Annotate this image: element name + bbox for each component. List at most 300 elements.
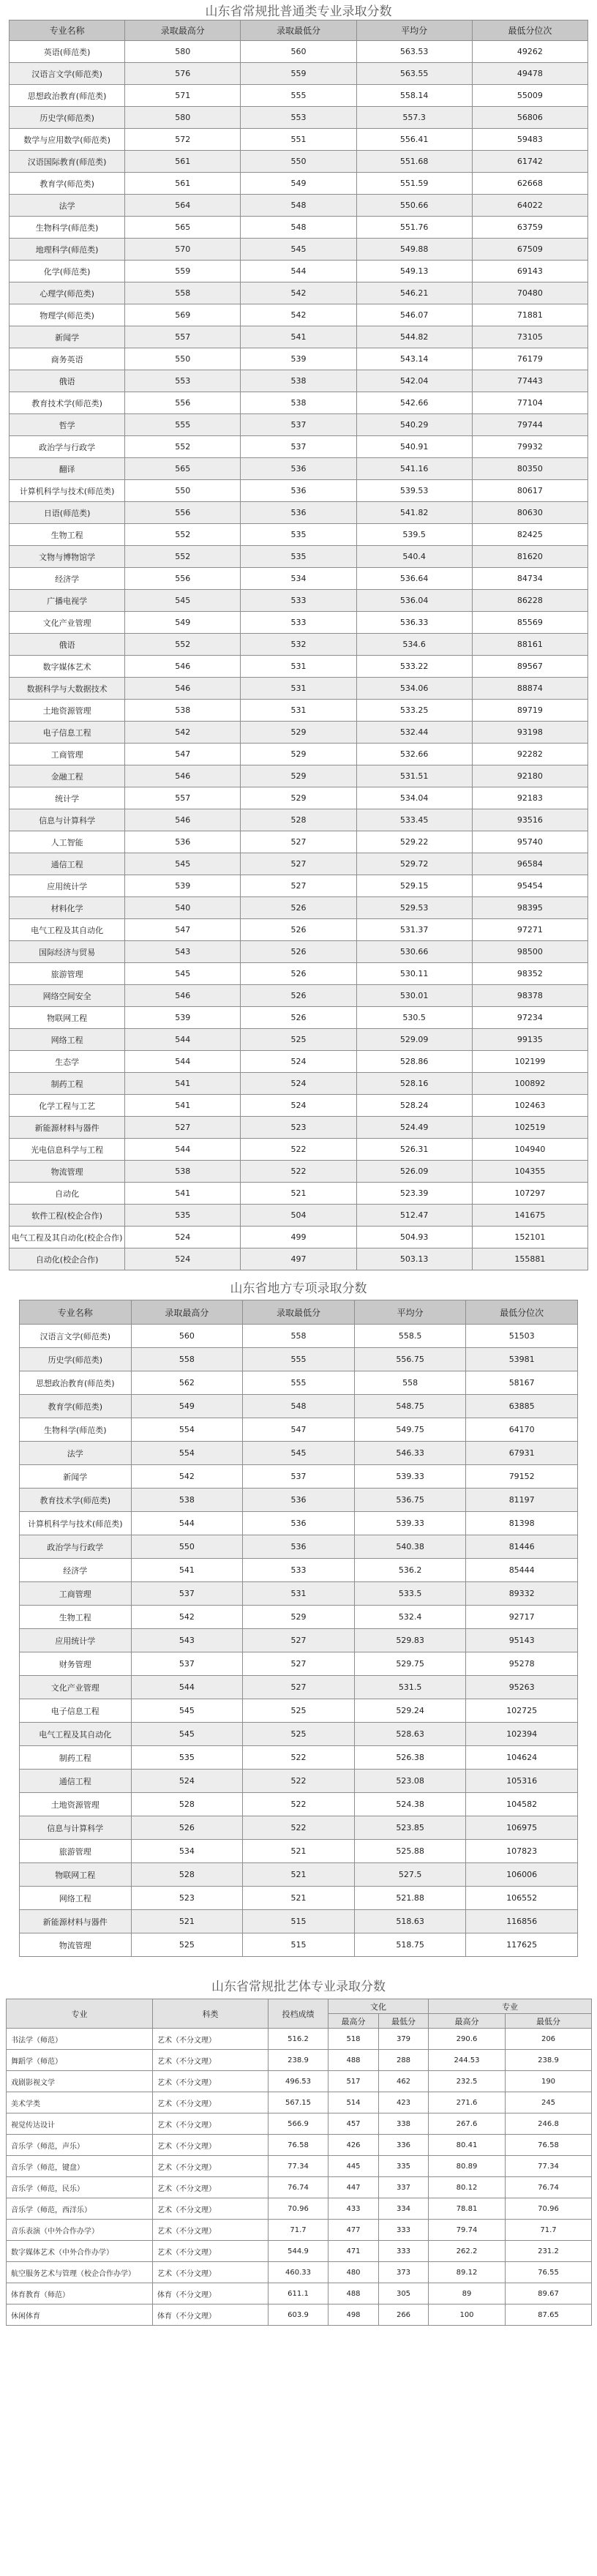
table-cell: 土地资源管理	[10, 700, 125, 722]
table-cell: 79932	[472, 436, 587, 458]
art-sports-score-table	[6, 1999, 592, 2326]
table-cell: 102463	[472, 1095, 587, 1117]
table-cell: 89.12	[429, 2262, 506, 2283]
table-row	[10, 1117, 588, 1139]
table-row	[10, 919, 588, 941]
table-cell: 523.85	[354, 1816, 466, 1840]
table-cell: 498	[328, 2304, 379, 2326]
table-row	[10, 458, 588, 480]
table-cell: 529	[241, 722, 356, 744]
table-cell: 应用统计学	[10, 875, 125, 897]
table-cell: 539.53	[356, 480, 472, 502]
table-cell: 网络空间安全	[10, 985, 125, 1007]
table-cell: 555	[125, 414, 241, 436]
table-cell: 521	[243, 1840, 355, 1863]
table-cell: 俄语	[10, 634, 125, 656]
table-row	[10, 370, 588, 392]
table-cell: 历史学(师范类)	[10, 107, 125, 129]
table-row	[10, 875, 588, 897]
table-cell: 536.33	[356, 612, 472, 634]
table-cell: 460.33	[269, 2262, 328, 2283]
table-row	[10, 1007, 588, 1029]
table-cell: 518	[328, 2029, 379, 2050]
table-cell: 232.5	[429, 2071, 506, 2092]
table-cell: 522	[243, 1770, 355, 1793]
table-cell: 休闲体育	[7, 2304, 153, 2326]
table-cell: 104582	[466, 1793, 578, 1816]
table-cell: 525	[243, 1723, 355, 1746]
table-row	[20, 1770, 578, 1793]
table-cell: 525	[241, 1029, 356, 1051]
table-cell: 521	[243, 1887, 355, 1910]
table-row	[10, 897, 588, 919]
table-cell: 570	[125, 239, 241, 261]
table-cell: 576	[125, 63, 241, 85]
table-cell: 应用统计学	[20, 1629, 132, 1652]
table-cell: 艺术（不分文理）	[153, 2177, 269, 2198]
table-cell: 521	[243, 1863, 355, 1887]
table-cell: 51503	[466, 1325, 578, 1348]
table-row	[20, 1746, 578, 1770]
table-cell: 航空服务艺术与管理（校企合作办学）	[7, 2262, 153, 2283]
table-row	[7, 2220, 592, 2241]
table-cell: 556.75	[354, 1348, 466, 1371]
table-cell: 59483	[472, 129, 587, 151]
table-cell: 553	[125, 370, 241, 392]
table-row	[20, 1676, 578, 1699]
table-row	[20, 1887, 578, 1910]
table-cell: 思想政治教育(师范类)	[20, 1371, 132, 1395]
table-cell: 533.45	[356, 809, 472, 831]
table-cell: 536	[243, 1489, 355, 1512]
table-cell: 533	[241, 590, 356, 612]
table-cell: 545	[241, 239, 356, 261]
table-cell: 新闻学	[20, 1465, 132, 1489]
table-cell: 107297	[472, 1183, 587, 1205]
table-cell: 71881	[472, 304, 587, 326]
table-row	[10, 414, 588, 436]
table-cell: 558.14	[356, 85, 472, 107]
table-row	[20, 1465, 578, 1489]
table-row	[7, 2029, 592, 2050]
table-cell: 体育（不分文理）	[153, 2304, 269, 2326]
table-cell: 67509	[472, 239, 587, 261]
table-cell: 522	[241, 1139, 356, 1161]
table-cell: 603.9	[269, 2304, 328, 2326]
table-cell: 499	[241, 1227, 356, 1248]
table-row	[10, 107, 588, 129]
table-cell: 538	[241, 392, 356, 414]
table-row	[10, 502, 588, 524]
table-cell: 515	[243, 1933, 355, 1957]
table-cell: 79744	[472, 414, 587, 436]
table-cell: 480	[328, 2262, 379, 2283]
table-cell: 526	[241, 985, 356, 1007]
table-row	[10, 787, 588, 809]
table-cell: 56806	[472, 107, 587, 129]
table-cell: 549.13	[356, 261, 472, 282]
table-cell: 539	[125, 875, 241, 897]
table-cell: 545	[131, 1723, 243, 1746]
table-cell: 527	[125, 1117, 241, 1139]
table-cell: 531	[241, 656, 356, 678]
table-row	[7, 2071, 592, 2092]
table-cell: 文化产业管理	[10, 612, 125, 634]
table-cell: 生物工程	[20, 1606, 132, 1629]
table-cell: 525	[131, 1933, 243, 1957]
table-cell: 541	[125, 1095, 241, 1117]
table-row	[10, 239, 588, 261]
table-cell: 530.66	[356, 941, 472, 963]
table-cell: 556	[125, 568, 241, 590]
header-professional-max: 最高分	[429, 2014, 506, 2029]
table-cell: 551.76	[356, 217, 472, 239]
table-cell: 经济学	[20, 1559, 132, 1582]
table-cell: 564	[125, 195, 241, 217]
table-cell: 546	[125, 656, 241, 678]
table-row	[7, 2177, 592, 2198]
table-cell: 560	[241, 41, 356, 63]
table-row	[20, 1723, 578, 1746]
table-cell: 汉语言文学(师范类)	[10, 63, 125, 85]
table-cell: 529	[241, 744, 356, 765]
table-cell: 76.55	[506, 2262, 592, 2283]
table-row	[20, 1559, 578, 1582]
table-cell: 艺术（不分文理）	[153, 2050, 269, 2071]
table-cell: 530.11	[356, 963, 472, 985]
column-header: 最低分位次	[472, 20, 587, 41]
table-row	[20, 1348, 578, 1371]
table-cell: 563.53	[356, 41, 472, 63]
table-cell: 549	[131, 1395, 243, 1418]
column-header: 平均分	[354, 1300, 466, 1325]
table-cell: 529.09	[356, 1029, 472, 1051]
table-cell: 92717	[466, 1606, 578, 1629]
table-cell: 心理学(师范类)	[10, 282, 125, 304]
table-cell: 材料化学	[10, 897, 125, 919]
table-cell: 539.33	[354, 1512, 466, 1535]
table-cell: 电子信息工程	[10, 722, 125, 744]
table-cell: 611.1	[269, 2283, 328, 2304]
table-cell: 556.41	[356, 129, 472, 151]
table-cell: 529.24	[354, 1699, 466, 1723]
table-cell: 527	[243, 1629, 355, 1652]
table-cell: 法学	[10, 195, 125, 217]
column-header: 录取最低分	[243, 1300, 355, 1325]
table-row	[7, 2262, 592, 2283]
table-cell: 102725	[466, 1699, 578, 1723]
table-cell: 化学(师范类)	[10, 261, 125, 282]
table-cell: 540.38	[354, 1535, 466, 1559]
table-cell: 81446	[466, 1535, 578, 1559]
table-cell: 538	[125, 700, 241, 722]
table-cell: 81620	[472, 546, 587, 568]
table-cell: 544	[125, 1029, 241, 1051]
table-cell: 536	[243, 1512, 355, 1535]
table-row	[20, 1535, 578, 1559]
table-cell: 546	[125, 985, 241, 1007]
table-cell: 79152	[466, 1465, 578, 1489]
table-cell: 336	[379, 2135, 429, 2156]
table-cell: 532.44	[356, 722, 472, 744]
table-cell: 99135	[472, 1029, 587, 1051]
table-cell: 70.96	[506, 2198, 592, 2220]
table-cell: 物流管理	[10, 1161, 125, 1183]
table-cell: 528.86	[356, 1051, 472, 1073]
table-cell: 63759	[472, 217, 587, 239]
table-cell: 新闻学	[10, 326, 125, 348]
table-cell: 512.47	[356, 1205, 472, 1227]
table-cell: 373	[379, 2262, 429, 2283]
table-cell: 533.5	[354, 1582, 466, 1606]
table-cell: 533	[243, 1559, 355, 1582]
table-cell: 97234	[472, 1007, 587, 1029]
table-cell: 238.9	[269, 2050, 328, 2071]
table-cell: 艺术（不分文理）	[153, 2071, 269, 2092]
table-cell: 542	[131, 1606, 243, 1629]
table-cell: 自动化(校企合作)	[10, 1248, 125, 1270]
table-cell: 542	[241, 304, 356, 326]
table-cell: 544	[241, 261, 356, 282]
table-cell: 531	[241, 678, 356, 700]
table-cell: 560	[131, 1325, 243, 1348]
general-score-table	[9, 20, 588, 1270]
header-culture-min: 最低分	[379, 2014, 429, 2029]
table-cell: 503.13	[356, 1248, 472, 1270]
table-cell: 524	[125, 1227, 241, 1248]
table-cell: 81197	[466, 1489, 578, 1512]
table-cell: 524.38	[354, 1793, 466, 1816]
table-cell: 77.34	[506, 2156, 592, 2177]
table-cell: 98352	[472, 963, 587, 985]
table-row	[20, 1629, 578, 1652]
header-culture-max: 最高分	[328, 2014, 379, 2029]
table-cell: 89567	[472, 656, 587, 678]
table-cell: 546.07	[356, 304, 472, 326]
table-cell: 85569	[472, 612, 587, 634]
table-row	[10, 304, 588, 326]
table-cell: 书法学（师范）	[7, 2029, 153, 2050]
table-cell: 548	[243, 1395, 355, 1418]
table-cell: 55009	[472, 85, 587, 107]
table-cell: 98378	[472, 985, 587, 1007]
table-cell: 政治学与行政学	[10, 436, 125, 458]
table-cell: 538	[125, 1161, 241, 1183]
table-cell: 541	[125, 1183, 241, 1205]
table-header-row	[7, 1999, 592, 2014]
table-cell: 数字媒体艺术（中外合作办学）	[7, 2241, 153, 2262]
table-cell: 462	[379, 2071, 429, 2092]
table-cell: 76.74	[269, 2177, 328, 2198]
table-cell: 231.2	[506, 2241, 592, 2262]
table-row	[10, 326, 588, 348]
table-cell: 477	[328, 2220, 379, 2241]
table-cell: 521	[241, 1183, 356, 1205]
table-cell: 572	[125, 129, 241, 151]
table-cell: 政治学与行政学	[20, 1535, 132, 1559]
table-row	[10, 700, 588, 722]
table-cell: 80630	[472, 502, 587, 524]
table-cell: 文化产业管理	[20, 1676, 132, 1699]
table-cell: 528	[131, 1793, 243, 1816]
table-cell: 536.04	[356, 590, 472, 612]
table-row	[20, 1933, 578, 1957]
table-cell: 288	[379, 2050, 429, 2071]
table-cell: 529	[241, 787, 356, 809]
table-cell: 537	[243, 1465, 355, 1489]
table-cell: 522	[243, 1746, 355, 1770]
table-cell: 337	[379, 2177, 429, 2198]
table-cell: 549.88	[356, 239, 472, 261]
table-cell: 49262	[472, 41, 587, 63]
table-cell: 76.74	[506, 2177, 592, 2198]
table-cell: 530.01	[356, 985, 472, 1007]
table-cell: 555	[243, 1371, 355, 1395]
table-header-row	[10, 20, 588, 41]
table-cell: 79.74	[429, 2220, 506, 2241]
table-cell: 78.81	[429, 2198, 506, 2220]
table-cell: 445	[328, 2156, 379, 2177]
table-cell: 290.6	[429, 2029, 506, 2050]
column-header: 最低分位次	[466, 1300, 578, 1325]
table-row	[7, 2050, 592, 2071]
table-cell: 国际经济与贸易	[10, 941, 125, 963]
table-cell: 536	[243, 1535, 355, 1559]
column-header: 录取最高分	[131, 1300, 243, 1325]
column-header: 平均分	[356, 20, 472, 41]
table-cell: 536	[125, 831, 241, 853]
table-cell: 530.5	[356, 1007, 472, 1029]
table-cell: 528.24	[356, 1095, 472, 1117]
table-row	[10, 634, 588, 656]
table-cell: 518.75	[354, 1933, 466, 1957]
table-cell: 559	[241, 63, 356, 85]
table-cell: 95740	[472, 831, 587, 853]
table-cell: 53981	[466, 1348, 578, 1371]
table-cell: 566.9	[269, 2113, 328, 2135]
table-row	[20, 1606, 578, 1629]
table-cell: 电气工程及其自动化(校企合作)	[10, 1227, 125, 1248]
table-cell: 537	[241, 414, 356, 436]
table-row	[10, 392, 588, 414]
table-cell: 534.04	[356, 787, 472, 809]
table-row	[10, 722, 588, 744]
table-cell: 526	[241, 919, 356, 941]
table-cell: 535	[241, 546, 356, 568]
table-cell: 80.12	[429, 2177, 506, 2198]
table-cell: 524	[241, 1051, 356, 1073]
table-cell: 426	[328, 2135, 379, 2156]
table-cell: 63885	[466, 1395, 578, 1418]
table-cell: 物流管理	[20, 1933, 132, 1957]
table-cell: 335	[379, 2156, 429, 2177]
table-cell: 534	[241, 568, 356, 590]
table-cell: 61742	[472, 151, 587, 173]
table-cell: 物联网工程	[10, 1007, 125, 1029]
table-cell: 527	[241, 875, 356, 897]
table-row	[10, 173, 588, 195]
table-cell: 542	[125, 722, 241, 744]
table-cell: 532.66	[356, 744, 472, 765]
table-cell: 557	[125, 326, 241, 348]
table-cell: 562	[131, 1371, 243, 1395]
table-cell: 544	[125, 1051, 241, 1073]
table-cell: 艺术（不分文理）	[153, 2156, 269, 2177]
table-cell: 商务英语	[10, 348, 125, 370]
table-cell: 553	[241, 107, 356, 129]
table-row	[20, 1325, 578, 1348]
table-cell: 528.63	[354, 1723, 466, 1746]
table-cell: 528	[131, 1863, 243, 1887]
table-row	[10, 1161, 588, 1183]
table-cell: 540.91	[356, 436, 472, 458]
table-cell: 电子信息工程	[20, 1699, 132, 1723]
table-row	[20, 1418, 578, 1442]
table-cell: 金融工程	[10, 765, 125, 787]
table-row	[10, 1095, 588, 1117]
table-cell: 541	[241, 326, 356, 348]
table-cell: 539.33	[354, 1465, 466, 1489]
table-cell: 艺术（不分文理）	[153, 2135, 269, 2156]
table-cell: 518.63	[354, 1910, 466, 1933]
table-cell: 77443	[472, 370, 587, 392]
table-cell: 软件工程(校企合作)	[10, 1205, 125, 1227]
table-row	[20, 1699, 578, 1723]
table-cell: 524.49	[356, 1117, 472, 1139]
table-cell: 日语(师范类)	[10, 502, 125, 524]
table-row	[20, 1582, 578, 1606]
table-cell: 教育学(师范类)	[10, 173, 125, 195]
table-cell: 526	[241, 1007, 356, 1029]
table-cell: 88161	[472, 634, 587, 656]
table-cell: 488	[328, 2283, 379, 2304]
table-cell: 529.72	[356, 853, 472, 875]
table-cell: 工商管理	[20, 1582, 132, 1606]
table-cell: 555	[241, 85, 356, 107]
table-cell: 95454	[472, 875, 587, 897]
table-cell: 556	[125, 502, 241, 524]
table-row	[10, 1248, 588, 1270]
table-cell: 89	[429, 2283, 506, 2304]
table-cell: 521	[131, 1910, 243, 1933]
table-cell: 537	[131, 1582, 243, 1606]
table-cell: 87.65	[506, 2304, 592, 2326]
table-cell: 533.22	[356, 656, 472, 678]
table-cell: 527	[243, 1652, 355, 1676]
table-cell: 548	[241, 195, 356, 217]
table-cell: 565	[125, 458, 241, 480]
table-cell: 262.2	[429, 2241, 506, 2262]
table-row	[20, 1863, 578, 1887]
table-cell: 557.3	[356, 107, 472, 129]
table-cell: 统计学	[10, 787, 125, 809]
table-cell: 155881	[472, 1248, 587, 1270]
column-header: 专业名称	[20, 1300, 132, 1325]
table-row	[10, 853, 588, 875]
table-cell: 548.75	[354, 1395, 466, 1418]
table-cell: 体育（不分文理）	[153, 2283, 269, 2304]
header-professional: 专业	[429, 1999, 592, 2014]
table-cell: 523	[241, 1117, 356, 1139]
table-cell: 531	[243, 1582, 355, 1606]
table-cell: 制药工程	[10, 1073, 125, 1095]
table-cell: 543	[131, 1629, 243, 1652]
table-cell: 89332	[466, 1582, 578, 1606]
table-row	[20, 1652, 578, 1676]
table-cell: 554	[131, 1418, 243, 1442]
table-row	[10, 261, 588, 282]
table-cell: 521.88	[354, 1887, 466, 1910]
